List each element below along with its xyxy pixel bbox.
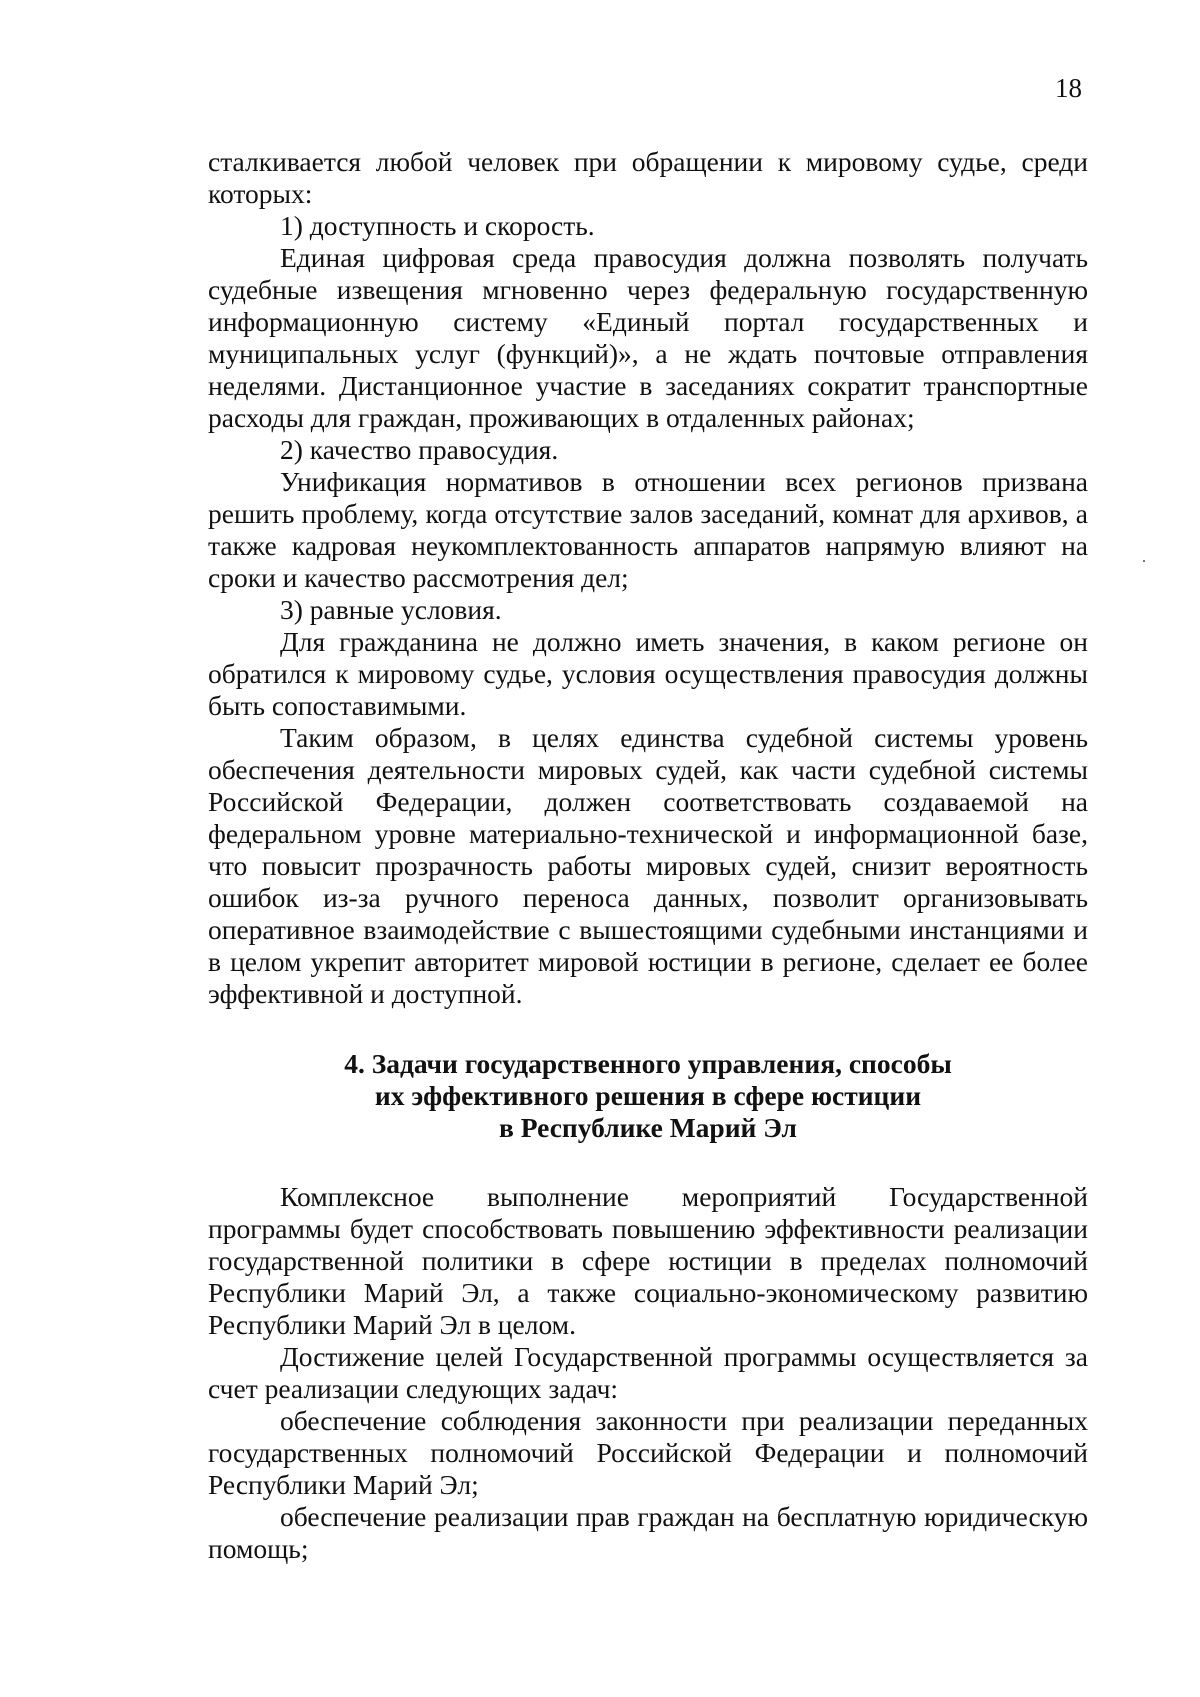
section-heading-line: 4. Задачи государственного управления, способы — [344, 1048, 952, 1079]
document-body — [208, 146, 1088, 1565]
paragraph: Единая цифровая среда правосудия должна позволять получать судебные извещения мгновенно через федеральную государственную информационную систему «Единый портал государственных и муниципальных услуг (функций)», а не ждать почтовые отправления неделями. Дистанционное участие в заседаниях сократит транспортные расходы для граждан, проживающих в отдаленных районах; — [208, 242, 1088, 433]
paragraph: Для гражданина не должно иметь значения, в каком регионе он обратился к мировому судье, условия осуществления правосудия должны быть сопоставимыми. — [208, 626, 1088, 721]
section-heading — [208, 1048, 1088, 1144]
paragraph: Достижение целей Государственной программы осуществляется за счет реализации следующих задач: — [208, 1341, 1088, 1404]
list-item-quality: 2) качество правосудия. — [280, 434, 559, 465]
scan-speck — [1143, 560, 1145, 562]
section-heading-line: их эффективного решения в сфере юстиции — [374, 1080, 922, 1111]
task-item: обеспечение реализации прав граждан на бесплатную юридическую помощь; — [208, 1501, 1088, 1564]
section-heading-line: в Республике Марий Эл — [498, 1112, 797, 1143]
paragraph: Таким образом, в целях единства судебной системы уровень обеспечения деятельности мировых судей, как части судебной системы Российской Федерации, должен соответствовать создаваемой на федеральном уровне материально-технической и информационной базе, что повысит прозрачность работы мировых судей, снизит вероятность ошибок из-за ручного переноса данных, позволит организовывать оперативное взаимодействие с вышестоящими судебными инстанциями и в целом укрепит авторитет мировой юстиции в регионе, сделает ее более эффективной и доступной. — [208, 722, 1088, 1009]
list-item-equal-conditions: 3) равные условия. — [280, 594, 502, 625]
task-item: обеспечение соблюдения законности при реализации переданных государственных полномочий Российской Федерации и полномочий Республики Марий Эл; — [208, 1405, 1088, 1500]
section-intro-text — [208, 146, 1088, 1010]
paragraph: Комплексное выполнение мероприятий Государственной программы будет способствовать повышению эффективности реализации государственной политики в сфере юстиции в пределах полномочий Республики Марий Эл, а также социально-экономическому развитию Республики Марий Эл в целом. — [208, 1181, 1088, 1340]
paragraph: Унификация нормативов в отношении всех регионов призвана решить проблему, когда отсутствие залов заседаний, комнат для архивов, а также кадровая неукомплектованность аппаратов напрямую влияют на сроки и качество рассмотрения дел; — [208, 466, 1088, 593]
section-tasks-text — [208, 1181, 1088, 1565]
page-number: 18 — [1055, 73, 1082, 103]
paragraph: сталкивается любой человек при обращении к мировому судье, среди которых: — [208, 146, 1088, 209]
list-item-accessibility: 1) доступность и скорость. — [280, 210, 595, 241]
